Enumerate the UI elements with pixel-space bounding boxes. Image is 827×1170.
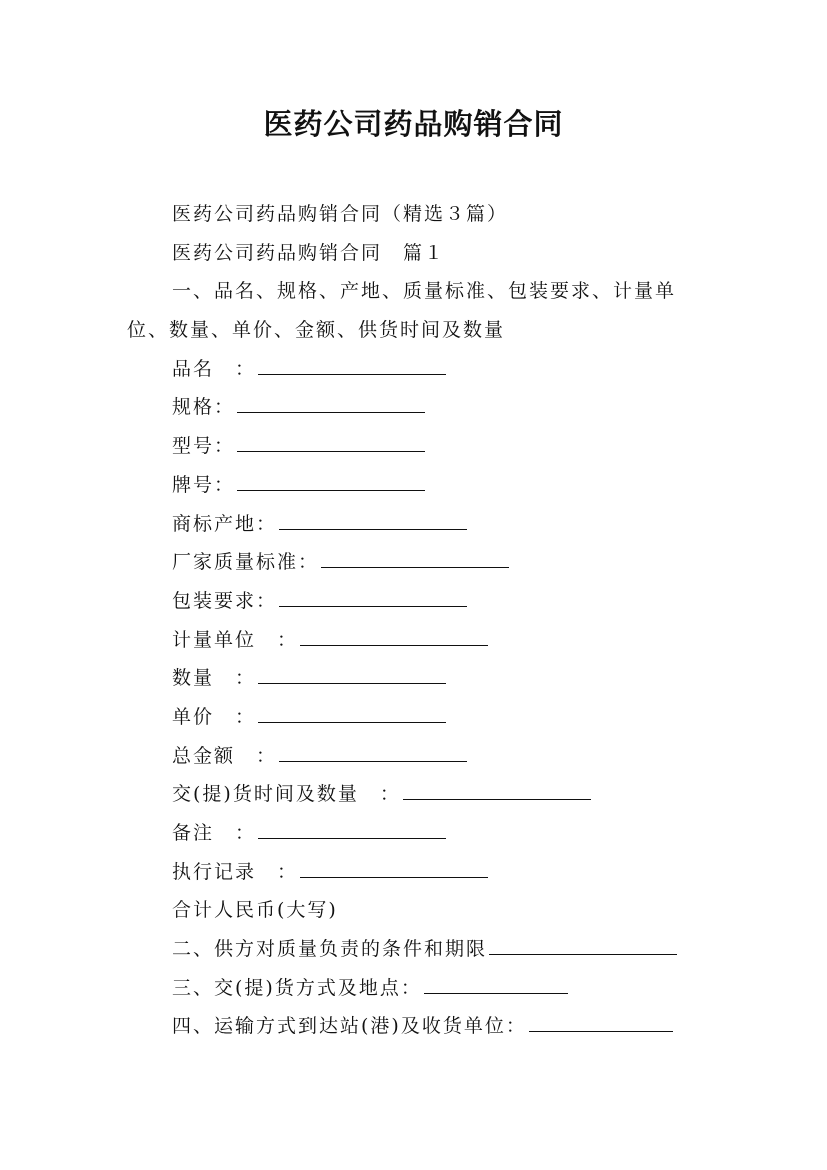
blank-line — [321, 545, 509, 568]
blank-line — [529, 1009, 673, 1032]
clause-4 — [127, 1007, 707, 1046]
blank-line — [258, 661, 446, 684]
field-unit-price — [127, 698, 707, 737]
field-label: 型号： — [172, 435, 236, 458]
field-label: 数量 ： — [172, 667, 257, 690]
blank-line — [237, 429, 425, 452]
document-body — [127, 195, 707, 1046]
total-rmb: 合计人民币(大写) — [172, 899, 338, 922]
field-label: 厂家质量标准： — [172, 551, 320, 574]
blank-line — [279, 507, 467, 530]
field-specification — [127, 388, 707, 427]
field-quantity — [127, 659, 707, 698]
clause-3 — [127, 969, 707, 1008]
field-label: 品名 ： — [172, 357, 257, 380]
blank-line — [258, 816, 446, 839]
field-label: 总金额 ： — [172, 744, 278, 767]
field-label: 单价 ： — [172, 705, 257, 728]
field-label: 牌号： — [172, 473, 236, 496]
subtitle: 医药公司药品购销合同（精选３篇） — [172, 203, 509, 225]
field-label: 计量单位 ： — [172, 628, 299, 651]
field-label: 交(提)货时间及数量 ： — [172, 783, 401, 806]
blank-line — [424, 971, 568, 994]
blank-line — [279, 584, 467, 607]
field-label: 规格： — [172, 396, 236, 419]
blank-line — [237, 390, 425, 413]
field-brand — [127, 466, 707, 505]
field-trademark-origin — [127, 505, 707, 544]
field-total-amount — [127, 737, 707, 776]
field-delivery-time — [127, 775, 707, 814]
field-label: 备注 ： — [172, 822, 257, 845]
field-execution-record — [127, 853, 707, 892]
field-product-name — [127, 350, 707, 389]
blank-line — [237, 468, 425, 491]
document-title: 医药公司药品购销合同 — [263, 107, 564, 141]
blank-line — [300, 623, 488, 646]
field-quality-standard — [127, 543, 707, 582]
field-model — [127, 427, 707, 466]
section-heading: 医药公司药品购销合同 篇１ — [172, 241, 446, 264]
field-label: 商标产地： — [172, 512, 278, 535]
field-packaging — [127, 582, 707, 621]
blank-line — [258, 352, 446, 375]
field-label: 包装要求： — [172, 589, 278, 612]
blank-line — [489, 932, 677, 955]
clause-label: 二、供方对质量负责的条件和期限 — [172, 938, 488, 961]
field-remarks — [127, 814, 707, 853]
blank-line — [300, 855, 488, 878]
field-unit — [127, 621, 707, 660]
clause-label: 三、交(提)货方式及地点： — [172, 976, 422, 999]
clause-2 — [127, 930, 707, 969]
clause-1: 一、品名、规格、产地、质量标准、包装要求、计量单位、数量、单价、金额、供货时间及数量 — [127, 280, 677, 342]
clause-label: 四、运输方式到达站(港)及收货单位： — [172, 1015, 527, 1038]
blank-line — [403, 777, 591, 800]
blank-line — [279, 739, 467, 762]
field-label: 执行记录 ： — [172, 860, 299, 883]
blank-line — [258, 700, 446, 723]
